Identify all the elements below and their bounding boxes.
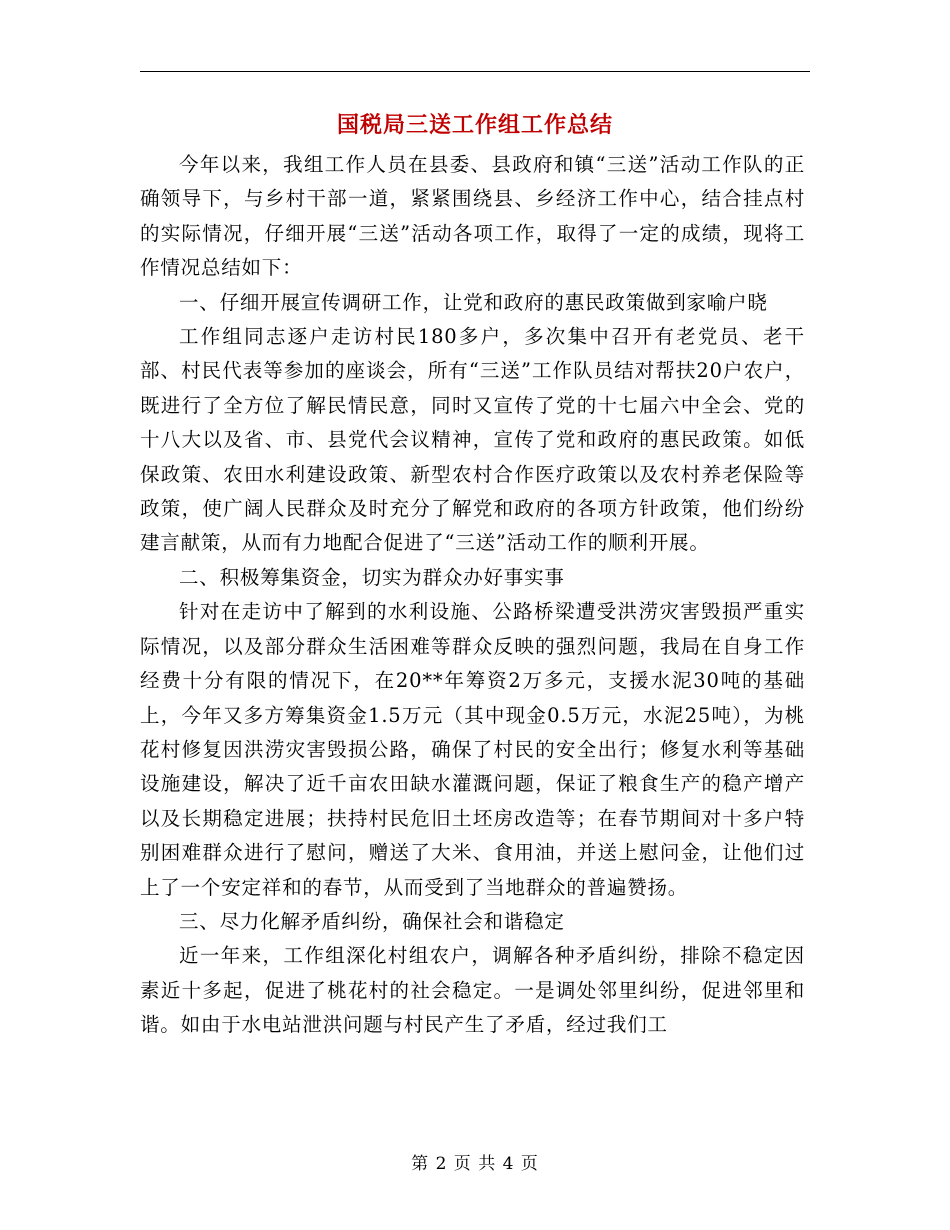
paragraph-section-2: 针对在走访中了解到的水利设施、公路桥梁遭受洪涝灾害毁损严重实际情况，以及部分群众生活困难等群众反映的强烈问题，我局在自身工作经费十分有限的情况下，在20**年筹资2万多元，支援水泥30吨的基础上，今年又多方筹集资金1.5万元（其中现金0.5万元，水泥25吨），为桃花村修复因洪涝灾害毁损公路，确保了村民的安全出行；修复水利等基础设施建设，解决了近千亩农田缺水灌溉问题，保证了粮食生产的稳产增产以及长期稳定进展；扶持村民危旧土坯房改造等；在春节期间对十多户特别困难群众进行了慰问，赠送了大米、食用油，并送上慰问金，让他们过上了一个安定祥和的春节，从而受到了当地群众的普遍赞扬。 (140, 600, 805, 899)
document-title: 国税局三送工作组工作总结 (336, 112, 613, 138)
paragraph-section-3: 近一年来，工作组深化村组农户，调解各种矛盾纠纷，排除不稳定因素近十多起，促进了桃花村的社会稳定。一是调处邻里纠纷，促进邻里和谐。如由于水电站泄洪问题与村民产生了矛盾，经过我们工 (140, 944, 805, 1037)
section-heading-2: 二、积极筹集资金，切实为群众办好事实事 (179, 565, 565, 589)
section-heading-3: 三、尽力化解矛盾纠纷，确保社会和谐稳定 (179, 909, 565, 933)
paragraph-section-1: 工作组同志逐户走访村民180多户，多次集中召开有老党员、老干部、村民代表等参加的座谈会，所有“三送”工作队员结对帮扶20户农户，既进行了全方位了解民情民意，同时又宣传了党的十七届六中全会、党的十八大以及省、市、县党代会议精神，宣传了党和政府的惠民政策。如低保政策、农田水利建设政策、新型农村合作医疗政策以及农村养老保险等政策，使广阔人民群众及时充分了解党和政府的各项方针政策，他们纷纷建言献策，从而有力地配合促进了“三送”活动工作的顺利开展。 (140, 325, 805, 555)
page-number-footer: 第 2 页 共 4 页 (411, 1154, 539, 1174)
section-heading-1: 一、仔细开展宣传调研工作，让党和政府的惠民政策做到家喻户晓 (179, 290, 768, 314)
document-body (140, 148, 805, 1043)
header-rule (140, 71, 810, 72)
paragraph-intro: 今年以来，我组工作人员在县委、县政府和镇“三送”活动工作队的正确领导下，与乡村干部一道，紧紧围绕县、乡经济工作中心，结合挂点村的实际情况，仔细开展“三送”活动各项工作，取得了一定的成绩，现将工作情况总结如下： (140, 153, 805, 280)
